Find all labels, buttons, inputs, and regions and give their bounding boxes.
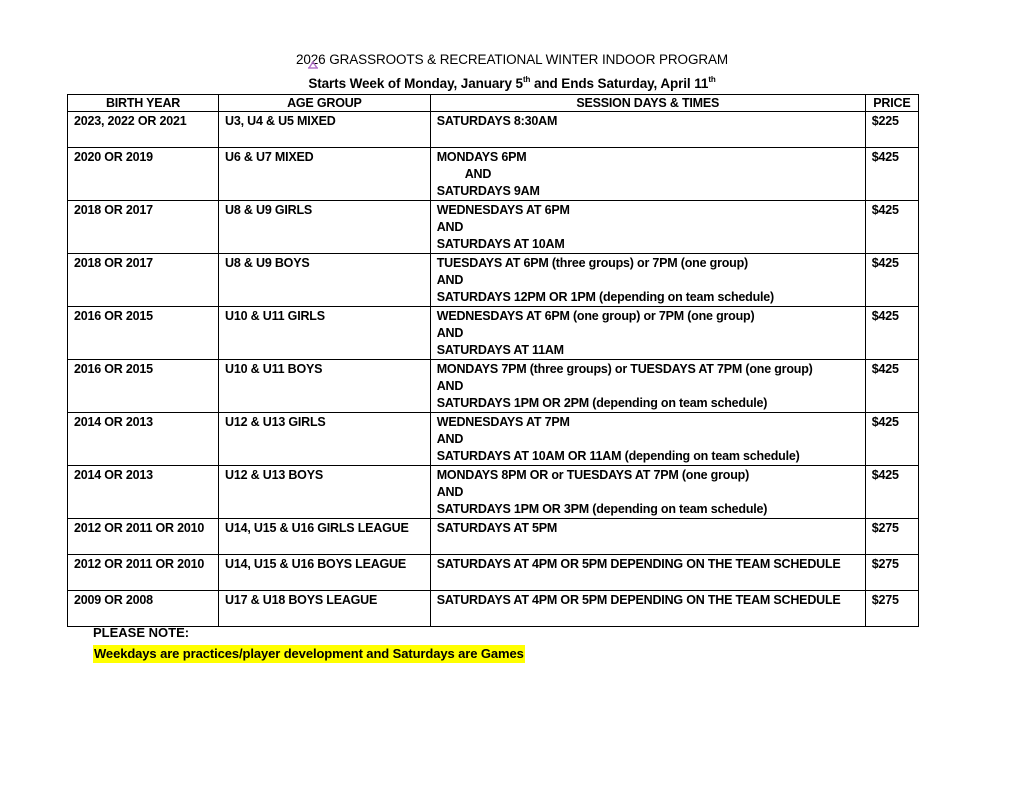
- session-line: WEDNESDAYS AT 6PM (one group) or 7PM (one group): [436, 309, 755, 323]
- session-line: SATURDAYS AT 10AM: [436, 237, 565, 251]
- cell-age-group: U10 & U11 GIRLS: [219, 307, 431, 360]
- session-line: AND: [436, 326, 464, 340]
- cell-price: $425: [865, 360, 918, 413]
- cell-age-group: U17 & U18 BOYS LEAGUE: [219, 591, 431, 627]
- cell-age-group: U14, U15 & U16 GIRLS LEAGUE: [219, 519, 431, 555]
- session-line: WEDNESDAYS AT 6PM: [436, 203, 570, 217]
- schedule-table: [67, 94, 919, 627]
- cell-session: [430, 148, 865, 201]
- table-header-row: [68, 95, 919, 112]
- cell-price: $425: [865, 148, 918, 201]
- schedule-table-body: [68, 112, 919, 627]
- cell-birth-year: 2018 OR 2017: [68, 201, 219, 254]
- session-line: AND: [464, 167, 492, 181]
- table-row: [68, 254, 919, 307]
- cell-session: [430, 112, 865, 148]
- cell-age-group: U8 & U9 GIRLS: [219, 201, 431, 254]
- session-line: SATURDAYS 8:30AM: [436, 114, 558, 128]
- cell-age-group: U3, U4 & U5 MIXED: [219, 112, 431, 148]
- note-highlighted-text: Weekdays are practices/player development and Saturdays are Games: [94, 646, 524, 661]
- session-line: SATURDAYS AT 5PM: [436, 521, 558, 535]
- cell-age-group: U14, U15 & U16 BOYS LEAGUE: [219, 555, 431, 591]
- session-line: SATURDAYS 1PM OR 3PM (depending on team schedule): [436, 502, 768, 516]
- session-line: AND: [436, 485, 464, 499]
- cell-session: [430, 254, 865, 307]
- session-line: SATURDAYS 1PM OR 2PM (depending on team schedule): [436, 396, 768, 410]
- cell-price: $275: [865, 591, 918, 627]
- cell-birth-year: 2018 OR 2017: [68, 254, 219, 307]
- session-line: WEDNESDAYS AT 7PM: [436, 415, 570, 429]
- cell-age-group: U12 & U13 GIRLS: [219, 413, 431, 466]
- session-line: SATURDAYS 9AM: [436, 184, 540, 198]
- session-line: SATURDAYS AT 11AM: [436, 343, 564, 357]
- cell-session: [430, 591, 865, 627]
- table-row: [68, 201, 919, 254]
- header-age-group: AGE GROUP: [219, 95, 431, 112]
- page-subtitle: [0, 76, 1024, 91]
- cell-age-group: U10 & U11 BOYS: [219, 360, 431, 413]
- table-row: [68, 466, 919, 519]
- cell-session: [430, 519, 865, 555]
- cell-price: $275: [865, 519, 918, 555]
- cell-price: $425: [865, 307, 918, 360]
- cell-price: $425: [865, 254, 918, 307]
- table-row: [68, 413, 919, 466]
- cell-price: $425: [865, 413, 918, 466]
- table-row: [68, 307, 919, 360]
- cell-session: [430, 466, 865, 519]
- table-row: [68, 148, 919, 201]
- cell-session: [430, 360, 865, 413]
- subtitle-end-suffix: th: [708, 75, 716, 84]
- subtitle-start-suffix: th: [522, 75, 531, 84]
- cell-birth-year: 2012 OR 2011 OR 2010: [68, 555, 219, 591]
- cell-birth-year: 2016 OR 2015: [68, 307, 219, 360]
- cell-session: [430, 555, 865, 591]
- cell-birth-year: 2012 OR 2011 OR 2010: [68, 519, 219, 555]
- header-price: PRICE: [865, 95, 918, 112]
- session-line: SATURDAYS AT 10AM OR 11AM (depending on team schedule): [436, 449, 800, 463]
- subtitle-start-text: Starts Week of Monday, January 5: [308, 76, 523, 91]
- cell-birth-year: 2016 OR 2015: [68, 360, 219, 413]
- header-session: SESSION DAYS & TIMES: [430, 95, 865, 112]
- cell-age-group: U8 & U9 BOYS: [219, 254, 431, 307]
- cell-session: [430, 307, 865, 360]
- cell-birth-year: 2023, 2022 OR 2021: [68, 112, 219, 148]
- table-row: [68, 360, 919, 413]
- table-row: [68, 112, 919, 148]
- session-line: TUESDAYS AT 6PM (three groups) or 7PM (one group): [436, 256, 749, 270]
- header-birth-year: BIRTH YEAR: [68, 95, 219, 112]
- cell-session: [430, 413, 865, 466]
- cell-birth-year: 2009 OR 2008: [68, 591, 219, 627]
- session-line: AND: [436, 220, 464, 234]
- cell-price: $225: [865, 112, 918, 148]
- cell-birth-year: 2014 OR 2013: [68, 466, 219, 519]
- annotation-mark-icon: [308, 60, 318, 70]
- session-line: SATURDAYS AT 4PM OR 5PM DEPENDING ON THE TEAM SCHEDULE: [436, 557, 841, 571]
- cell-price: $275: [865, 555, 918, 591]
- session-line: AND: [436, 432, 464, 446]
- session-line: MONDAYS 7PM (three groups) or TUESDAYS AT 7PM (one group): [436, 362, 813, 376]
- table-row: [68, 519, 919, 555]
- note-heading: PLEASE NOTE:: [93, 625, 190, 640]
- table-row: [68, 555, 919, 591]
- table-row: [68, 591, 919, 627]
- cell-age-group: U6 & U7 MIXED: [219, 148, 431, 201]
- session-line: SATURDAYS AT 4PM OR 5PM DEPENDING ON THE TEAM SCHEDULE: [436, 593, 841, 607]
- page-title: 2026 GRASSROOTS & RECREATIONAL WINTER INDOOR PROGRAM: [295, 52, 729, 67]
- session-line: MONDAYS 8PM OR or TUESDAYS AT 7PM (one group): [436, 468, 750, 482]
- cell-price: $425: [865, 466, 918, 519]
- cell-birth-year: 2014 OR 2013: [68, 413, 219, 466]
- subtitle-end-text: and Ends Saturday, April 11: [530, 76, 709, 91]
- cell-birth-year: 2020 OR 2019: [68, 148, 219, 201]
- session-line: AND: [436, 379, 464, 393]
- cell-price: $425: [865, 201, 918, 254]
- cell-session: [430, 201, 865, 254]
- session-line: AND: [436, 273, 464, 287]
- cell-age-group: U12 & U13 BOYS: [219, 466, 431, 519]
- session-line: SATURDAYS 12PM OR 1PM (depending on team schedule): [436, 290, 774, 304]
- session-line: MONDAYS 6PM: [436, 150, 527, 164]
